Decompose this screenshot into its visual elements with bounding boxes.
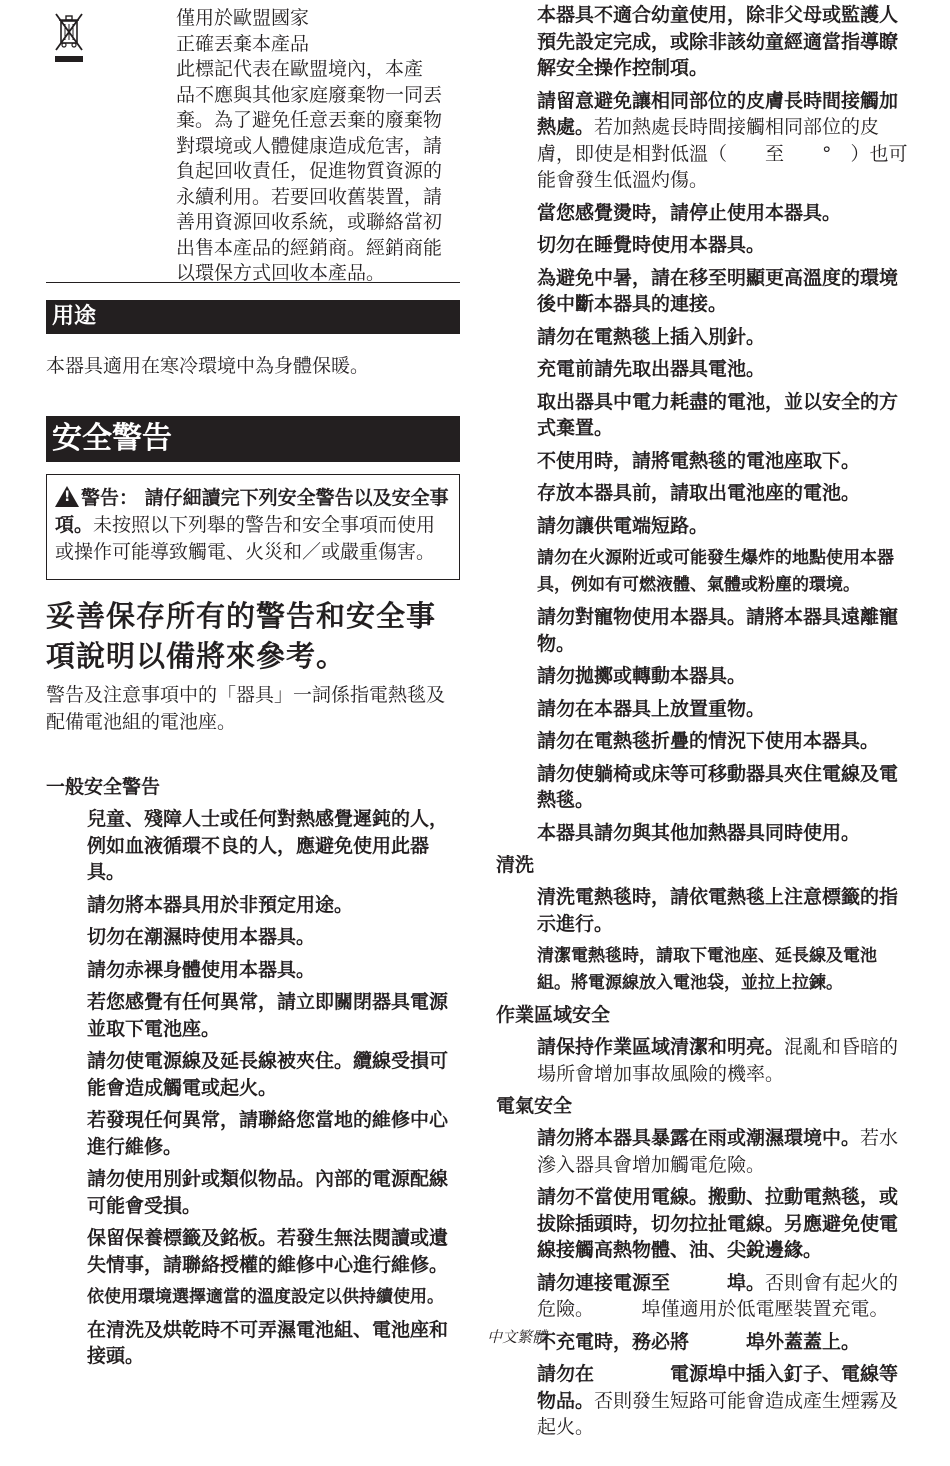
right-column: [496, 0, 908, 1447]
safety-item-bold: 本器具請勿與其他加熱器具同時使用。: [537, 821, 861, 844]
safety-item-text: 否則發生短路可能會造成產生煙霧及起火。: [537, 1389, 899, 1438]
safety-item: [87, 924, 460, 951]
safety-item: [87, 989, 460, 1042]
safety-item-bold: 請勿在電熱毯上插入別針。: [537, 325, 766, 348]
safety-item-bold: 取出器具中電力耗盡的電池，並以安全的方式棄置。: [537, 390, 899, 439]
language-footer: 中文繁體: [487, 1328, 548, 1346]
safety-item: [537, 448, 908, 475]
weee-line: 永續利用。若要回收舊裝置，請: [176, 185, 443, 208]
electrical-heading: 電氣安全: [496, 1095, 573, 1117]
weee-line: 僅用於歐盟國家: [176, 7, 310, 29]
safety-item-bold: 請留意避免讓相同部位的皮膚長時間接觸加熱處。: [537, 89, 899, 138]
weee-line: 品不應與其他家庭廢棄物一同丟: [176, 83, 443, 106]
safety-item-bold: 請勿赤裸身體使用本器具。: [87, 958, 316, 981]
safety-item-bold: 兒童、殘障人士或任何對熱感覺遲鈍的人，例如血液循環不良的人，應避免使用此器具。: [87, 808, 449, 883]
safety-item: [537, 200, 908, 227]
usage-text: 本器具適用在寒冷環境中為身體保暖。: [46, 355, 370, 377]
cleaning-list: [537, 884, 908, 996]
safety-item-bold: 請勿將本器具暴露在雨或潮濕環境中。: [537, 1127, 861, 1149]
safety-item: [87, 1284, 460, 1311]
safety-item-text: 若加熱處長時間接觸相同部位的皮膚，即使是相對低溫（ 至 ° ）也可能會發生低溫灼傷。: [537, 116, 908, 191]
safety-item-text: 混亂和昏暗的場所會增加事故風險的機率。: [537, 1036, 899, 1085]
safety-item: [537, 2, 908, 82]
safety-item-bold: 請勿使電源線及延長線被夾住。纜線受損可能會造成觸電或起火。: [87, 1050, 449, 1099]
safety-item: [537, 513, 908, 540]
weee-line: 正確丟棄本產品: [176, 32, 310, 55]
safety-item-bold: 請勿不當使用電線。搬動、拉動電熱毯，或拔除插頭時，切勿拉扯電線。另應避免使電線接觸高熱物體、油、尖銳邊緣。: [537, 1186, 899, 1261]
warning-bold: 警告： 請仔細讀完下列安全警告以及安全事項。: [55, 487, 449, 536]
safety-item: [537, 663, 908, 690]
safety-item-bold: 不充電時，務必將 埠外蓋蓋上。: [537, 1330, 861, 1353]
safety-item: [537, 604, 908, 657]
warning-triangle-icon: !: [55, 486, 79, 507]
warning-box: [46, 474, 460, 580]
safety-item: [537, 1361, 908, 1441]
safety-item: [537, 265, 908, 318]
safety-item: [537, 696, 908, 723]
warning-text: 未按照以下列舉的警告和安全事項而使用或操作可能導致觸電、火災和／或嚴重傷害。: [55, 514, 436, 563]
weee-notice: [46, 0, 460, 283]
safety-item-bold: 請勿在火源附近或可能發生爆炸的地點使用本器具，例如有可燃液體、氣體或粉塵的環境。: [537, 548, 894, 595]
safety-item: [537, 884, 908, 937]
safety-item-bold: 充電前請先取出器具電池。: [537, 358, 766, 380]
safety-item: [87, 1107, 460, 1160]
safety-item: [87, 892, 460, 919]
safety-item-bold: 請勿在 電源埠中插入釘子、電線等物品。: [537, 1363, 899, 1412]
safety-item: [537, 1184, 908, 1264]
safety-item: [87, 957, 460, 984]
usage-heading: 用途: [46, 300, 460, 334]
work-area-list: [537, 1034, 908, 1087]
safety-item: [537, 1125, 908, 1178]
safety-item: [87, 1166, 460, 1219]
safety-item-bold: 請勿在本器具上放置重物。: [537, 697, 766, 720]
safety-item-bold: 為避免中暑，請在移至明顯更高溫度的環境後中斷本器具的連接。: [537, 266, 899, 315]
general-safety-heading: 一般安全警告: [46, 776, 161, 798]
weee-line: 對環境或人體健康造成危害，請: [176, 134, 443, 157]
safety-item: [537, 761, 908, 814]
safety-item-bold: 清潔電熱毯時，請取下電池座、延長線及電池組。將電源線放入電池袋，並拉上拉鍊。: [537, 946, 877, 993]
keep-instructions-heading: 妥善保存所有的警告和安全事項說明以備將來參考。: [46, 599, 437, 673]
safety-item: [537, 943, 908, 996]
cleaning-heading: 清洗: [496, 854, 535, 876]
crossed-bin-icon: [54, 12, 84, 64]
safety-item: [87, 1317, 460, 1370]
safety-item: [537, 1270, 908, 1323]
safety-item-bold: 依使用環境選擇適當的溫度設定以供持續使用。: [87, 1287, 444, 1307]
weee-line: 以環保方式回收本產品。: [176, 262, 386, 284]
work-area-heading: 作業區域安全: [496, 1004, 611, 1026]
safety-item-bold: 若發現任何異常，請聯絡您當地的維修中心進行維修。: [87, 1109, 449, 1158]
safety-item: [537, 545, 908, 598]
safety-heading: 安全警告: [46, 416, 460, 462]
safety-item-bold: 在清洗及烘乾時不可弄濕電池組、電池座和接頭。: [87, 1318, 449, 1367]
safety-item: [87, 1225, 460, 1278]
safety-item: [537, 324, 908, 351]
safety-item-bold: 請勿對寵物使用本器具。請將本器具遠離寵物。: [537, 606, 899, 655]
safety-item-bold: 清洗電熱毯時，請依電熱毯上注意標籤的指示進行。: [537, 886, 899, 935]
safety-item-bold: 請勿拋擲或轉動本器具。: [537, 665, 747, 687]
safety-item-text: 否則會有起火的危險。 埠僅適用於低電壓裝置充電。: [537, 1271, 899, 1320]
safety-item-bold: 不使用時，請將電熱毯的電池座取下。: [537, 449, 861, 472]
weee-line: 棄。為了避免任意丟棄的廢棄物: [176, 109, 443, 131]
safety-item-bold: 請勿將本器具用於非預定用途。: [87, 893, 354, 916]
safety-item: [537, 389, 908, 442]
safety-item: [87, 1048, 460, 1101]
left-column: [46, 0, 460, 1376]
safety-item: [537, 1329, 908, 1356]
safety-item-bold: 保留保養標籤及銘板。若發生無法閱讀或遺失情事，請聯絡授權的維修中心進行維修。: [87, 1227, 449, 1276]
weee-text: [176, 6, 460, 287]
electrical-list: [537, 1125, 908, 1441]
safety-item: [537, 728, 908, 755]
safety-item-text: 若水滲入器具會增加觸電危險。: [537, 1127, 899, 1176]
general-safety-list-continued: [537, 2, 908, 846]
weee-line: 負起回收責任，促進物質資源的: [176, 160, 443, 182]
safety-item-bold: 切勿在睡覺時使用本器具。: [537, 234, 766, 256]
safety-item-bold: 請勿在電熱毯折疊的情況下使用本器具。: [537, 730, 880, 752]
general-safety-list: [87, 806, 460, 1370]
weee-line: 善用資源回收系統，或聯絡當初: [176, 211, 443, 233]
weee-line: 此標記代表在歐盟境內，本產: [176, 58, 424, 80]
safety-item: [537, 232, 908, 259]
safety-item: [87, 806, 460, 886]
safety-item: [537, 480, 908, 507]
safety-item-bold: 請勿連接電源至 埠。: [537, 1271, 766, 1294]
safety-item-bold: 若您感覺有任何異常，請立即關閉器具電源並取下電池座。: [87, 991, 449, 1040]
safety-item-bold: 請保持作業區域清潔和明亮。: [537, 1036, 785, 1058]
safety-item-bold: 存放本器具前，請取出電池座的電池。: [537, 482, 861, 504]
safety-item-bold: 切勿在潮濕時使用本器具。: [87, 926, 316, 948]
safety-item-bold: 請勿使用別針或類似物品。內部的電源配線可能會受損。: [87, 1168, 449, 1217]
appliance-definition: 警告及注意事項中的「器具」一詞係指電熱毯及配備電池組的電池座。: [46, 684, 446, 733]
safety-item: [537, 820, 908, 847]
safety-item-bold: 當您感覺燙時，請停止使用本器具。: [537, 201, 842, 224]
safety-item: [537, 1034, 908, 1087]
safety-item-bold: 本器具不適合幼童使用，除非父母或監護人預先設定完成，或除非該幼童經適當指導瞭解安全操作控制項。: [537, 4, 899, 79]
safety-item: [537, 88, 908, 194]
safety-item-bold: 請勿讓供電端短路。: [537, 514, 709, 537]
safety-item-bold: 請勿使躺椅或床等可移動器具夾住電線及電熱毯。: [537, 762, 899, 811]
weee-line: 出售本產品的經銷商。經銷商能: [176, 236, 443, 259]
safety-item: [537, 356, 908, 383]
